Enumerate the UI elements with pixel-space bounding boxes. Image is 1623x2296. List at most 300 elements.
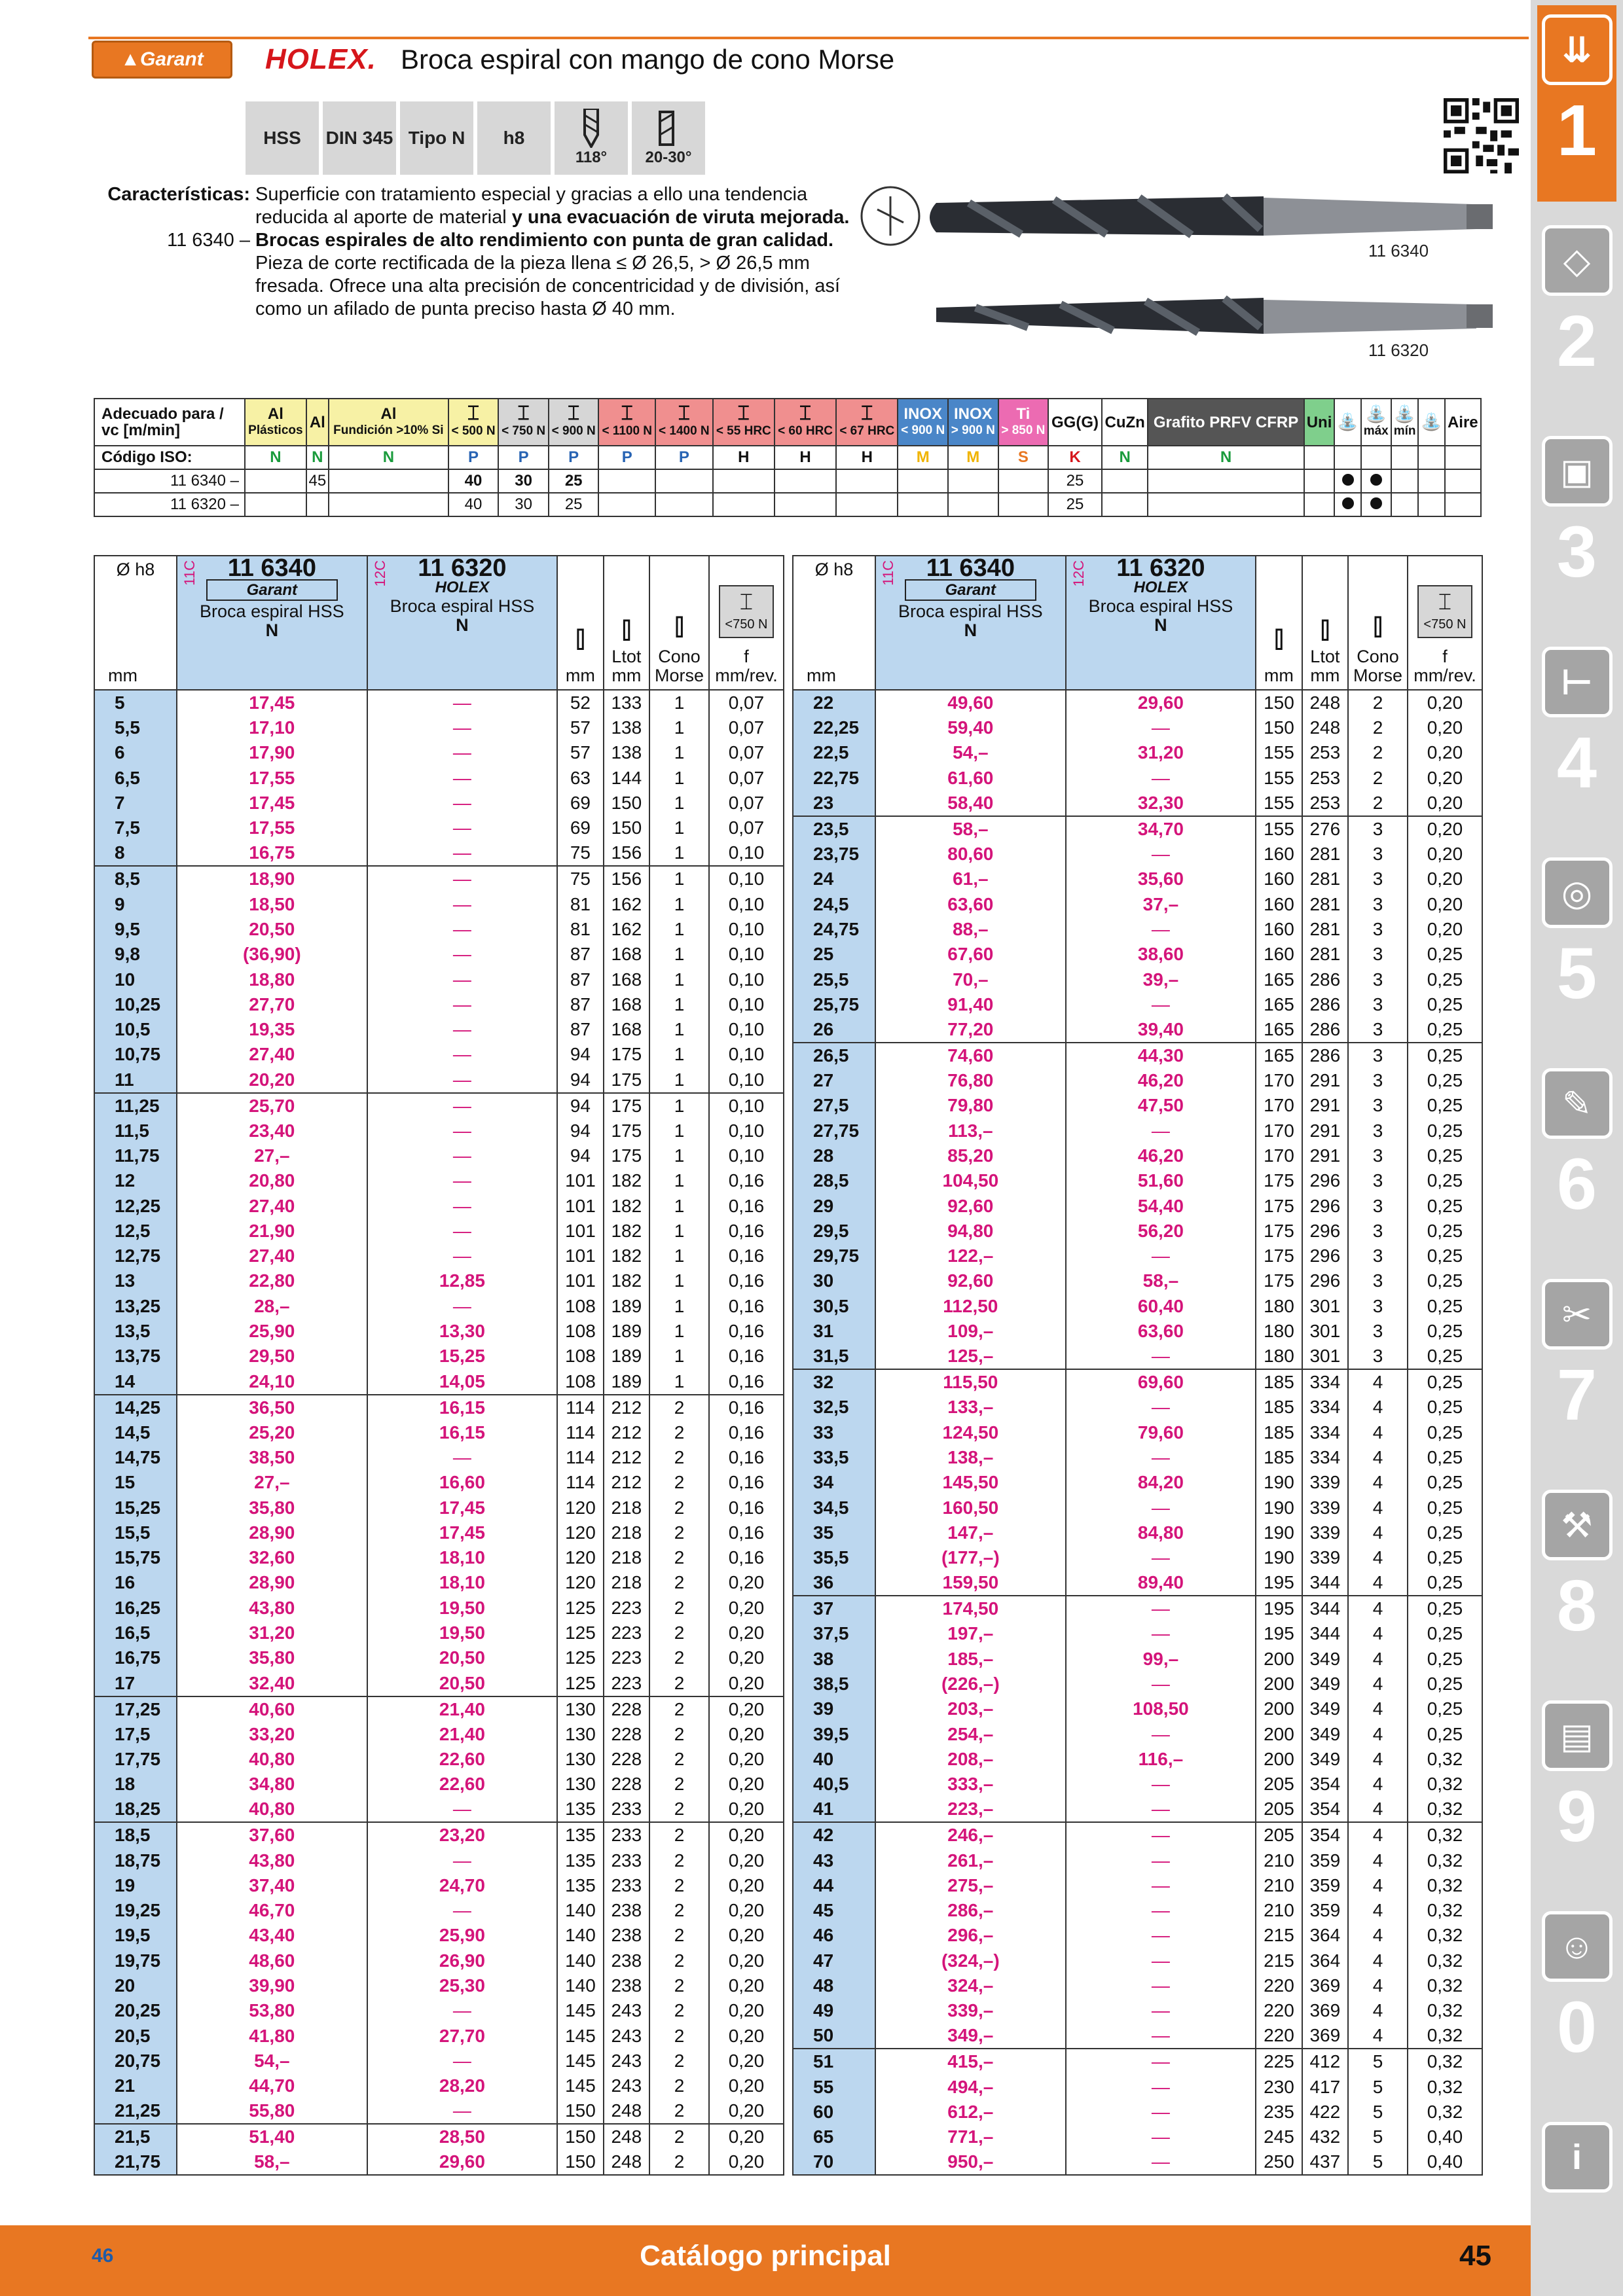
- table-row: [94, 2149, 784, 2175]
- article-desc: Broca espiral HSS: [1088, 596, 1233, 616]
- morse-taper: 3: [1348, 1193, 1408, 1218]
- flute-length: 190: [1256, 1470, 1302, 1495]
- price-116340: 46,70: [177, 1898, 367, 1923]
- price-116320: —: [367, 917, 558, 942]
- total-length: 218: [604, 1570, 649, 1595]
- table-row: [94, 1873, 784, 1898]
- price-116340: 39,90: [177, 1973, 367, 1998]
- table-row: [793, 1319, 1482, 1344]
- suit-col-title: GG(G): [1051, 413, 1099, 431]
- total-length: 175: [604, 1067, 649, 1093]
- suit-col-5: [549, 399, 599, 446]
- flute-length: 160: [1256, 942, 1302, 967]
- total-length: 189: [604, 1319, 649, 1344]
- feed: 0,20: [709, 1797, 784, 1822]
- morse-taper: 1: [649, 917, 709, 942]
- price-116340: 27,40: [177, 1244, 367, 1268]
- feed: 0,25: [1408, 1722, 1482, 1747]
- footer-title: Catálogo principal: [640, 2240, 891, 2272]
- price-116340: 63,60: [875, 891, 1066, 916]
- chapter-tab-0[interactable]: [1537, 1902, 1616, 2098]
- chapter-tab-9[interactable]: [1537, 1691, 1616, 1888]
- feed: 0,32: [1408, 2074, 1482, 2099]
- description: [105, 183, 851, 321]
- diameter: 26,5: [793, 1043, 875, 1068]
- suit-cell: 30: [498, 469, 549, 493]
- total-length: 286: [1302, 992, 1348, 1017]
- price-116320: 19,50: [367, 1596, 558, 1621]
- table-row: [793, 1822, 1482, 1848]
- table-row: [94, 816, 784, 840]
- price-116340: 49,60: [875, 690, 1066, 715]
- suit-col-9: [775, 399, 836, 446]
- flute-length: 145: [557, 2073, 603, 2098]
- article-desc: Broca espiral HSS: [390, 596, 535, 616]
- article-label: 11 6340 –: [167, 230, 250, 251]
- feed: 0,10: [709, 1143, 784, 1168]
- suit-cell: [329, 469, 448, 493]
- feed: 0,32: [1408, 1998, 1482, 2023]
- price-116340: 17,90: [177, 740, 367, 765]
- chapter-tab-5[interactable]: [1537, 848, 1616, 1045]
- feed: 0,10: [709, 917, 784, 942]
- table-header: [94, 556, 784, 690]
- feed: 0,20: [709, 1696, 784, 1722]
- price-116340: 38,50: [177, 1445, 367, 1470]
- total-length: 228: [604, 1696, 649, 1722]
- table-row: [793, 1268, 1482, 1293]
- diameter: 8: [94, 840, 177, 866]
- iso-code: [1361, 446, 1391, 469]
- table-row: [793, 1923, 1482, 1948]
- morse-taper: 1: [649, 840, 709, 866]
- morse-taper: 2: [649, 1898, 709, 1923]
- holex-logo: HOLEX .: [265, 43, 376, 75]
- suit-col-15: [1102, 399, 1148, 446]
- article-number: 11 6320: [418, 554, 507, 582]
- price-116320: —: [367, 2098, 558, 2124]
- price-116320: —: [367, 891, 558, 916]
- total-length: 182: [604, 1244, 649, 1268]
- flute-length: 220: [1256, 1973, 1302, 1998]
- price-116340: 22,80: [177, 1268, 367, 1293]
- iso-code: N: [306, 446, 329, 469]
- price-116320: 24,70: [367, 1873, 558, 1898]
- flute-length: 215: [1256, 1948, 1302, 1973]
- morse-taper: 3: [1348, 1294, 1408, 1319]
- morse-taper: 2: [649, 1470, 709, 1495]
- price-116340: 25,70: [177, 1093, 367, 1119]
- flute-length: 165: [1256, 1043, 1302, 1068]
- suit-cell: [1418, 469, 1444, 493]
- diameter: 24,5: [793, 891, 875, 916]
- price-116340: 20,20: [177, 1067, 367, 1093]
- feed: 0,25: [1408, 1143, 1482, 1168]
- col-morse-taper: [649, 556, 709, 690]
- table-row: [793, 791, 1482, 816]
- total-length-unit: mm: [611, 666, 642, 685]
- coolant-icon: ⛲: [1365, 403, 1387, 423]
- flute-length: 140: [557, 1973, 603, 1998]
- price-116340: 32,60: [177, 1545, 367, 1570]
- total-length: 296: [1302, 1268, 1348, 1293]
- morse-taper: 4: [1348, 1898, 1408, 1923]
- morse-taper: 4: [1348, 1948, 1408, 1973]
- flute-length: 94: [557, 1119, 603, 1143]
- morse-taper: 1: [649, 690, 709, 715]
- suit-cell: 30: [498, 493, 549, 516]
- flute-length-unit: mm: [565, 666, 595, 685]
- flute-length: 94: [557, 1143, 603, 1168]
- feed: 0,25: [1408, 1696, 1482, 1721]
- drill-image-116320: [936, 281, 1499, 347]
- flute-length: 135: [557, 1848, 603, 1873]
- diameter: 24: [793, 867, 875, 891]
- price-116340: 35,80: [177, 1495, 367, 1520]
- price-116340: 27,40: [177, 1193, 367, 1218]
- suit-cell: 25: [549, 469, 599, 493]
- flute-length: 140: [557, 1923, 603, 1948]
- price-116320: —: [367, 766, 558, 791]
- flute-length: 245: [1256, 2125, 1302, 2149]
- diameter: 30: [793, 1268, 875, 1293]
- feed: 0,20: [709, 1722, 784, 1747]
- price-116340: 88,–: [875, 917, 1066, 942]
- feed: 0,16: [709, 1219, 784, 1244]
- price-116340: 203,–: [875, 1696, 1066, 1721]
- suit-cell: [1445, 469, 1481, 493]
- price-116320: —: [1066, 1244, 1256, 1268]
- total-length: 334: [1302, 1420, 1348, 1445]
- flute-length: 114: [557, 1445, 603, 1470]
- price-116320: —: [1066, 2100, 1256, 2125]
- iso-code: [1334, 446, 1360, 469]
- diameter: 8,5: [94, 866, 177, 891]
- morse-taper: 3: [1348, 867, 1408, 891]
- table-row: [94, 1268, 784, 1293]
- total-length: 223: [604, 1596, 649, 1621]
- diameter: 22,25: [793, 715, 875, 740]
- dot-icon: [1342, 474, 1354, 486]
- flute-length: 195: [1256, 1570, 1302, 1596]
- iso-code: M: [948, 446, 998, 469]
- price-116340: 125,–: [875, 1344, 1066, 1369]
- suit-cell: 25: [549, 493, 599, 516]
- diameter: 37: [793, 1596, 875, 1621]
- morse-taper: 5: [1348, 2100, 1408, 2125]
- property-badges: [246, 101, 705, 175]
- feed-unit: mm/rev.: [715, 666, 778, 685]
- chapter-tab-4[interactable]: [1537, 637, 1616, 834]
- feed: 0,20: [709, 1822, 784, 1848]
- price-116340: 349,–: [875, 2023, 1066, 2049]
- feed: 0,20: [1408, 740, 1482, 765]
- pliers-icon: ✂: [1542, 1279, 1613, 1350]
- total-length: 349: [1302, 1747, 1348, 1772]
- steel-profile-icon: ⌶: [467, 403, 480, 424]
- suit-col-20: [1391, 399, 1419, 446]
- suit-cell: [1304, 469, 1335, 493]
- flute-length: 160: [1256, 891, 1302, 916]
- price-116340: 29,50: [177, 1344, 367, 1369]
- table-row: [94, 1570, 784, 1595]
- feed: 0,20: [1408, 867, 1482, 891]
- price-116340: 24,10: [177, 1369, 367, 1395]
- price-116340: 17,55: [177, 766, 367, 791]
- price-116320: —: [367, 1067, 558, 1093]
- diameter: 11,25: [94, 1093, 177, 1119]
- table-row: [793, 842, 1482, 867]
- flute-length-icon: ⫾: [575, 619, 586, 655]
- table-row: [94, 1244, 784, 1268]
- total-length: 296: [1302, 1219, 1348, 1244]
- total-length: 162: [604, 891, 649, 916]
- chapter-tab-1[interactable]: [1537, 5, 1616, 202]
- diameter: 40: [793, 1747, 875, 1772]
- suit-cell: [1334, 469, 1360, 493]
- feed: 0,32: [1408, 1747, 1482, 1772]
- col-feed: [709, 556, 784, 690]
- iso-code: [1304, 446, 1335, 469]
- flute-length: 145: [557, 1998, 603, 2023]
- price-116340: 40,80: [177, 1747, 367, 1772]
- total-length: 150: [604, 816, 649, 840]
- chapter-tab-2[interactable]: [1537, 216, 1616, 412]
- price-116340: 133,–: [875, 1395, 1066, 1420]
- total-length: 156: [604, 840, 649, 866]
- table-row: [94, 967, 784, 992]
- chapter-tab-3[interactable]: [1537, 427, 1616, 623]
- suit-cell: [1148, 469, 1304, 493]
- diameter: 31,5: [793, 1344, 875, 1369]
- price-116340: 23,40: [177, 1119, 367, 1143]
- table-row: [94, 2049, 784, 2073]
- suit-col-sub: < 750 N: [501, 424, 546, 438]
- qr-code[interactable]: [1444, 98, 1519, 173]
- morse-taper: 2: [649, 1520, 709, 1545]
- table-row: [793, 1294, 1482, 1319]
- table-row: [793, 1848, 1482, 1873]
- table-row: [793, 816, 1482, 842]
- morse-taper: 5: [1348, 2125, 1408, 2149]
- flute-length: 190: [1256, 1520, 1302, 1545]
- total-length: 243: [604, 2073, 649, 2098]
- diameter: 29,75: [793, 1244, 875, 1268]
- morse-taper: 1: [649, 1268, 709, 1293]
- total-length: 286: [1302, 967, 1348, 992]
- total-length: 238: [604, 1923, 649, 1948]
- diameter: 42: [793, 1822, 875, 1848]
- feed: 0,10: [709, 992, 784, 1017]
- suit-col-0: [245, 399, 306, 446]
- price-116340: (226,–): [875, 1672, 1066, 1696]
- feed: 0,25: [1408, 1495, 1482, 1520]
- morse-taper: 3: [1348, 1219, 1408, 1244]
- diameter: 36: [793, 1570, 875, 1596]
- suit-col-sub: < 1400 N: [659, 424, 710, 438]
- diameter: 33: [793, 1420, 875, 1445]
- total-length: 369: [1302, 2023, 1348, 2049]
- morse-taper: 1: [649, 1193, 709, 1218]
- table-row: [94, 2023, 784, 2048]
- total-length: 276: [1302, 816, 1348, 842]
- total-length: 218: [604, 1520, 649, 1545]
- price-116340: 159,50: [875, 1570, 1066, 1596]
- morse-taper: 2: [649, 2049, 709, 2073]
- feed: 0,32: [1408, 1973, 1482, 1998]
- iso-code: H: [775, 446, 836, 469]
- price-116340: 197,–: [875, 1621, 1066, 1646]
- flute-length: 180: [1256, 1344, 1302, 1369]
- coolant-icon: ⛲: [1337, 412, 1359, 431]
- table-row: [94, 1545, 784, 1570]
- suit-col-14: [1048, 399, 1102, 446]
- price-116320: 69,60: [1066, 1369, 1256, 1395]
- feed: 0,07: [709, 690, 784, 715]
- diameter: 38: [793, 1647, 875, 1672]
- morse-taper: 5: [1348, 2074, 1408, 2099]
- total-length: 339: [1302, 1520, 1348, 1545]
- article-desc: Broca espiral HSS: [200, 601, 344, 621]
- table-row: [94, 1495, 784, 1520]
- flute-length: 190: [1256, 1495, 1302, 1520]
- feed: 0,16: [709, 1268, 784, 1293]
- suit-cell: [245, 493, 306, 516]
- chapter-tab-6[interactable]: [1537, 1059, 1616, 1255]
- table-row: [94, 1067, 784, 1093]
- price-116320: 84,20: [1066, 1470, 1256, 1495]
- price-116320: 23,20: [367, 1822, 558, 1848]
- diameter: 17,5: [94, 1722, 177, 1747]
- col-flute-length: [1256, 556, 1302, 690]
- diameter: 6: [94, 740, 177, 765]
- diameter: 17,75: [94, 1747, 177, 1772]
- total-length: 182: [604, 1193, 649, 1218]
- dimension-table-left: [94, 555, 784, 2176]
- chapter-tab-7[interactable]: [1537, 1270, 1616, 1466]
- price-116320: —: [1066, 1395, 1256, 1420]
- morse-taper: 2: [649, 1797, 709, 1822]
- suit-col-4: [498, 399, 549, 446]
- price-116320: —: [367, 967, 558, 992]
- chapter-tab-8[interactable]: [1537, 1480, 1616, 1677]
- price-116320: 32,30: [1066, 791, 1256, 816]
- suit-col-title: Aire: [1447, 413, 1478, 431]
- flute-length: 180: [1256, 1294, 1302, 1319]
- feed: 0,25: [1408, 1596, 1482, 1621]
- total-length: 354: [1302, 1822, 1348, 1848]
- flute-length: 155: [1256, 791, 1302, 816]
- diameter: 19,25: [94, 1898, 177, 1923]
- flute-length: 120: [557, 1495, 603, 1520]
- diameter: 17: [94, 1671, 177, 1696]
- suit-col-17: [1304, 399, 1335, 446]
- drill-icon: ⇊: [1542, 14, 1613, 85]
- suit-cell: [998, 493, 1049, 516]
- diameter: 31: [793, 1319, 875, 1344]
- price-116320: 21,40: [367, 1722, 558, 1747]
- morse-taper: 1: [649, 766, 709, 791]
- feed: 0,20: [1408, 891, 1482, 916]
- chapter-number: 7: [1556, 1355, 1597, 1435]
- price-116320: —: [367, 816, 558, 840]
- price-116320: —: [1066, 1822, 1256, 1848]
- features-label: Características:: [107, 184, 250, 205]
- feed: 0,25: [1408, 1068, 1482, 1093]
- morse-taper: 3: [1348, 1068, 1408, 1093]
- suit-row-label: 11 6320 –: [94, 493, 245, 516]
- morse-taper: 3: [1348, 1268, 1408, 1293]
- col-diameter: [793, 556, 875, 690]
- table-row: [793, 1898, 1482, 1923]
- feed: 0,20: [709, 1998, 784, 2023]
- price-116320: —: [367, 1244, 558, 1268]
- feed: 0,10: [709, 1093, 784, 1119]
- dot-icon: [1370, 474, 1382, 486]
- morse-taper: 2: [649, 1696, 709, 1722]
- flute-length: 120: [557, 1570, 603, 1595]
- morse-taper: 3: [1348, 1119, 1408, 1143]
- price-116340: 254,–: [875, 1722, 1066, 1747]
- total-length: 253: [1302, 740, 1348, 765]
- price-116320: —: [367, 1848, 558, 1873]
- safety-icon: ☺: [1542, 1911, 1613, 1982]
- suit-cell: [1304, 493, 1335, 516]
- morse-taper: 2: [649, 2023, 709, 2048]
- suit-col-sub: Fundición >10% Si: [333, 423, 444, 437]
- suit-col-title: Al: [267, 405, 283, 423]
- table-row: [94, 942, 784, 967]
- price-116320: 84,80: [1066, 1520, 1256, 1545]
- diameter: 6,5: [94, 766, 177, 791]
- chapter-number: 4: [1556, 723, 1597, 803]
- chapter-tab-i[interactable]: [1537, 2113, 1616, 2296]
- feed: 0,20: [709, 1671, 784, 1696]
- total-length: 359: [1302, 1848, 1348, 1873]
- flute-length: 185: [1256, 1369, 1302, 1395]
- article-text: Brocas espirales de alto rendimiento con punta de gran calidad. Pieza de corte rectificada de la pieza llena ≤ Ø 26,5, > Ø 26,5 mm fresada. Ofrece una alta precisión de concentricidad y de división, así como un afilado de punta preciso hasta Ø 40 mm.: [255, 230, 841, 319]
- flute-length: 205: [1256, 1822, 1302, 1848]
- article-tag: 12C: [371, 560, 388, 587]
- features-text: Superficie con tratamiento especial y gracias a ello una tendencia reducida al aporte de material y una evacuación de viruta mejorada.: [255, 184, 850, 228]
- diameter: 28: [793, 1143, 875, 1168]
- total-length: 339: [1302, 1495, 1348, 1520]
- price-116320: —: [1066, 1923, 1256, 1948]
- morse-taper: 1: [649, 791, 709, 816]
- price-116340: 28,90: [177, 1520, 367, 1545]
- total-length-label: Ltot: [611, 647, 642, 666]
- flute-length: 101: [557, 1193, 603, 1218]
- total-length-icon: ⫾: [621, 609, 632, 646]
- feed-unit: mm/rev.: [1413, 666, 1476, 685]
- suit-col-title: INOX: [953, 405, 993, 423]
- total-length: 218: [604, 1545, 649, 1570]
- diameter: 20,75: [94, 2049, 177, 2073]
- table-row: [793, 1998, 1482, 2023]
- diameter: 9: [94, 891, 177, 916]
- diameter: 10,75: [94, 1042, 177, 1067]
- price-116320: —: [1066, 1772, 1256, 1797]
- price-116340: 324,–: [875, 1973, 1066, 1998]
- table-row: [793, 967, 1482, 992]
- flute-length: 195: [1256, 1621, 1302, 1646]
- garant-logo: ▲ Garant: [92, 41, 232, 79]
- price-116320: —: [1066, 1545, 1256, 1570]
- flute-length: 135: [557, 1873, 603, 1898]
- suit-col-sub: < 67 HRC: [839, 424, 895, 438]
- price-116320: —: [1066, 992, 1256, 1017]
- diameter: 16,75: [94, 1645, 177, 1670]
